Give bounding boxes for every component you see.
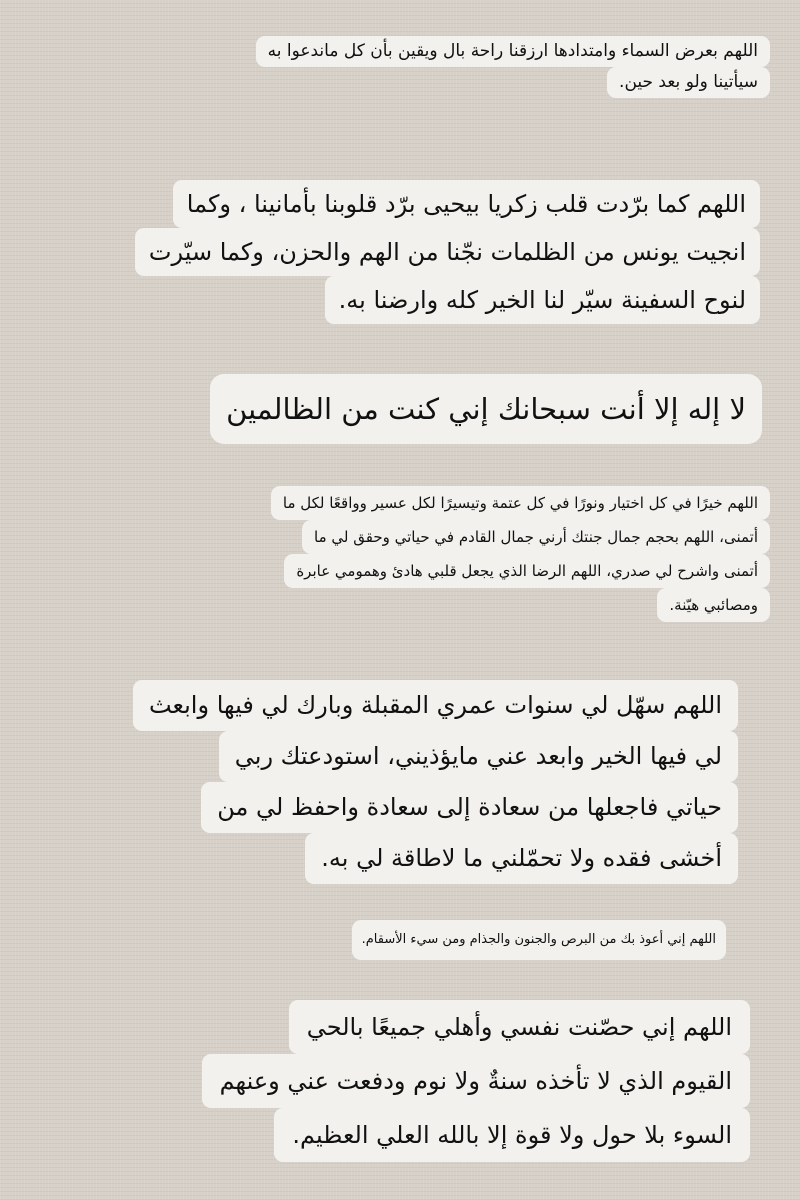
- dua-line: أخشى فقده ولا تحمّلني ما لاطاقة لي به.: [305, 833, 738, 884]
- dua-line: سيأتينا ولو بعد حين.: [607, 67, 770, 98]
- dua-block-6: [352, 920, 726, 960]
- dua-block-1: [256, 36, 770, 98]
- dua-block-5: [133, 680, 738, 884]
- dua-line: اللهم خيرًا في كل اختيار ونورًا في كل عتمة وتيسيرًا لكل عسير وواقعًا لكل ما: [271, 486, 770, 520]
- dua-line: لا إله إلا أنت سبحانك إني كنت من الظالمين: [210, 374, 762, 444]
- dua-line: أتمنى واشرح لي صدري، اللهم الرضا الذي يجعل قلبي هادئ وهمومي عابرة: [284, 554, 770, 588]
- dua-block-2: [135, 180, 760, 324]
- dua-line: لنوح السفينة سيّر لنا الخير كله وارضنا به.: [325, 276, 760, 324]
- dua-line: اللهم سهّل لي سنوات عمري المقبلة وبارك لي فيها وابعث: [133, 680, 738, 731]
- dua-block-7: [202, 1000, 750, 1162]
- dua-block-4: [271, 486, 770, 622]
- dua-line: اللهم كما برّدت قلب زكريا بيحيى برّد قلوبنا بأمانينا ، وكما: [173, 180, 760, 228]
- dua-line: السوء بلا حول ولا قوة إلا بالله العلي العظيم.: [274, 1108, 750, 1162]
- dua-line: اللهم إني أعوذ بك من البرص والجنون والجذام ومن سيء الأسقام.: [352, 920, 726, 960]
- dua-line: اللهم إني حصّنت نفسي وأهلي جميعًا بالحي: [289, 1000, 750, 1054]
- dua-line: اللهم بعرض السماء وامتدادها ارزقنا راحة بال ويقين بأن كل ماندعوا به: [256, 36, 770, 67]
- dua-line: لي فيها الخير وابعد عني مايؤذيني، استودعتك ربي: [219, 731, 738, 782]
- dua-block-3: [210, 374, 762, 444]
- dua-line: القيوم الذي لا تأخذه سنةٌ ولا نوم ودفعت عني وعنهم: [202, 1054, 750, 1108]
- dua-line: أتمنى، اللهم بحجم جمال جنتك أرني جمال القادم في حياتي وحقق لي ما: [302, 520, 770, 554]
- dua-line: ومصائبي هيّنة.: [657, 588, 770, 622]
- dua-line: حياتي فاجعلها من سعادة إلى سعادة واحفظ لي من: [201, 782, 738, 833]
- dua-line: انجيت يونس من الظلمات نجّنا من الهم والحزن، وكما سيّرت: [135, 228, 760, 276]
